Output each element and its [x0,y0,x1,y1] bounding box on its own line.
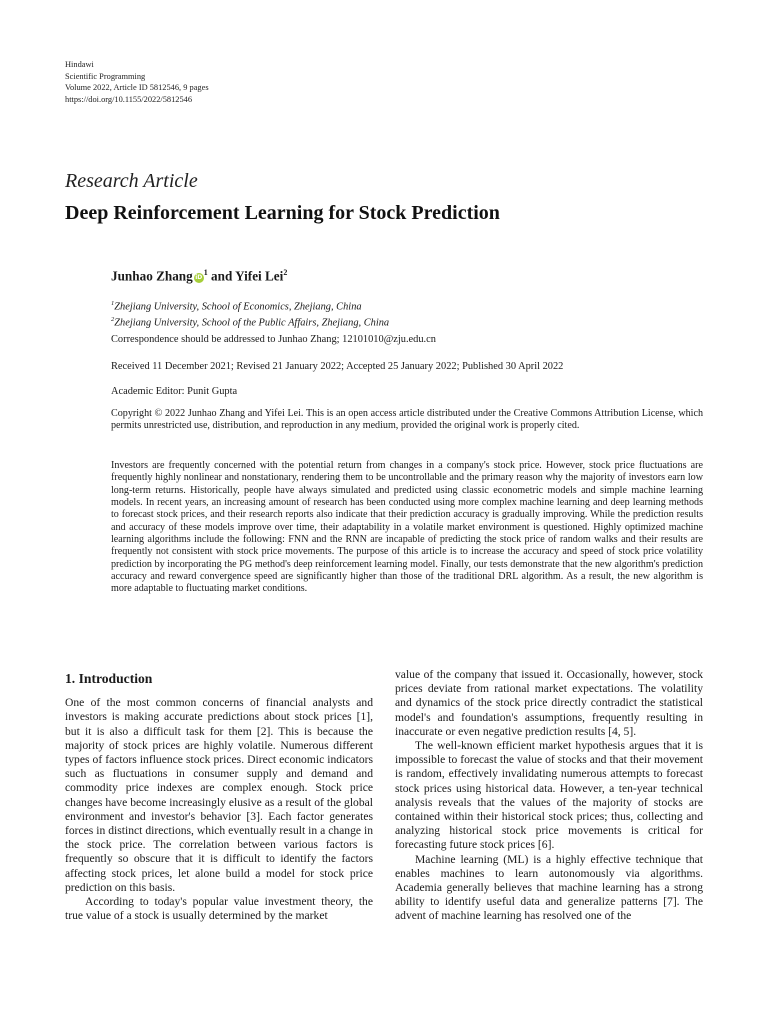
correspondence-line: Correspondence should be addressed to Junhao Zhang; 12101010@zju.edu.cn [111,334,436,345]
affiliation-line [111,313,389,329]
affiliations [111,297,389,330]
author-connector: and [207,268,236,284]
abstract: Investors are frequently concerned with the potential return from changes in a company's stock price. However, stock price fluctuations are frequently highly nonlinear and nonstationary, rendering them to be uncontrollable and the primary reason why the majority of investors earn low long-term returns. Historically, people have always simulated and predicted using classic econometric models and simple machine learning models. In recent years, an increasing amount of research has been conducted using more complex machine learning and deep learning methods to forecast stock prices, and their research reports also indicate that their prediction accuracy is gradually improving. While the prediction results and accuracy of these models improve over time, their adaptability in a volatile market environment is questioned. Highly optimized machine learning algorithms include the following: FNN and the RNN are incapable of predicting the stock price of random walks and their results are frequently not consistent with stock price movements. The purpose of this article is to increase the accuracy and speed of stock price volatility prediction by incorporating the PG method's deep reinforcement learning model. Finally, our tests demonstrate that the new algorithm's prediction accuracy and reward convergence speed are significantly higher than those of the traditional DRL algorithm. As a result, the new algorithm is more adaptable to fluctuating market conditions. [111,460,703,595]
author-name: Junhao Zhang [111,268,193,284]
body-paragraph: The well-known efficient market hypothesis argues that it is impossible to forecast the value of stocks and that their movement is random, effectively invalidating numerous attempts to forecast stock prices using historical data. However, a ten-year technical analysis reveals that the values of the majority of stocks are contained within their historical stock prices; thus, collecting and analyzing historical stock price movements is critical for forecasting future stock prices [6]. [395,739,703,852]
publisher-name: Hindawi [65,60,94,69]
affiliation-marker: 1 [111,300,115,307]
affiliation-marker: 1 [203,268,208,277]
right-column [395,668,703,924]
affiliation-line [111,297,389,313]
section-heading: 1. Introduction [65,671,153,686]
orcid-icon[interactable]: iD [195,274,203,282]
body-paragraph: One of the most common concerns of financial analysts and investors is making accurate predictions about stock prices [1], but it is also a difficult task for them [2]. This is because the majority of stock prices are highly volatile. Numerous different types of factors influence stock prices. Direct economic indicators such as fluctuations in consumer supply and demand and commodity price indexes are complex enough. Stock price changes have become increasingly elusive as a result of the global environment and investor's behavior [3]. Each factor generates forces in distinct directions, which eventually result in a change in the stock price. The correlation between various factors is frequently so obscure that it is difficult to identify the factors affecting stock prices, let alone build a model for stock price prediction on this basis. [65,696,373,894]
affiliation-marker: 2 [283,268,288,277]
left-column [65,668,373,923]
body-paragraph: value of the company that issued it. Occasionally, however, stock prices deviate from rational market expectations. The volatility and dynamics of the stock price directly contradict the statistical model's and foundation's assumptions, frequently resulting in inaccurate or even negative prediction results [4, 5]. [395,668,703,738]
affiliation-marker: 2 [111,316,115,324]
copyright-notice: Copyright © 2022 Junhao Zhang and Yifei Lei. This is an open access article distributed under the Creative Commons Attribution License, which permits unrestricted use, distribution, and reproduction in any medium, provided the original work is properly cited. [111,408,703,432]
body-paragraph: According to today's popular value investment theory, the true value of a stock is usually determined by the market [65,895,373,923]
paper-title: Deep Reinforcement Learning for Stock Prediction [65,202,500,224]
publication-dates: Received 11 December 2021; Revised 21 January 2022; Accepted 25 January 2022; Published 30 April 2022 [111,361,564,372]
journal-header [65,59,209,105]
academic-editor: Academic Editor: Punit Gupta [111,386,238,397]
author-list [111,268,287,284]
affiliation-text: Zhejiang University, School of Economics, Zhejiang, China [114,301,362,313]
doi-link[interactable]: https://doi.org/10.1155/2022/5812546 [65,94,193,104]
article-type: Research Article [65,170,198,192]
body-paragraph: Machine learning (ML) is a highly effective technique that enables machines to learn autonomously via algorithms. Academia generally believes that machine learning has a strong ability to identify useful data and generalize patterns [7]. The advent of machine learning has resolved one of the [395,852,703,923]
journal-name: Scientific Programming [65,71,146,81]
affiliation-text: Zhejiang University, School of the Public Affairs, Zhejiang, China [114,317,390,329]
volume-line: Volume 2022, Article ID 5812546, 9 pages [65,83,209,93]
author-name: Yifei Lei [235,268,284,284]
